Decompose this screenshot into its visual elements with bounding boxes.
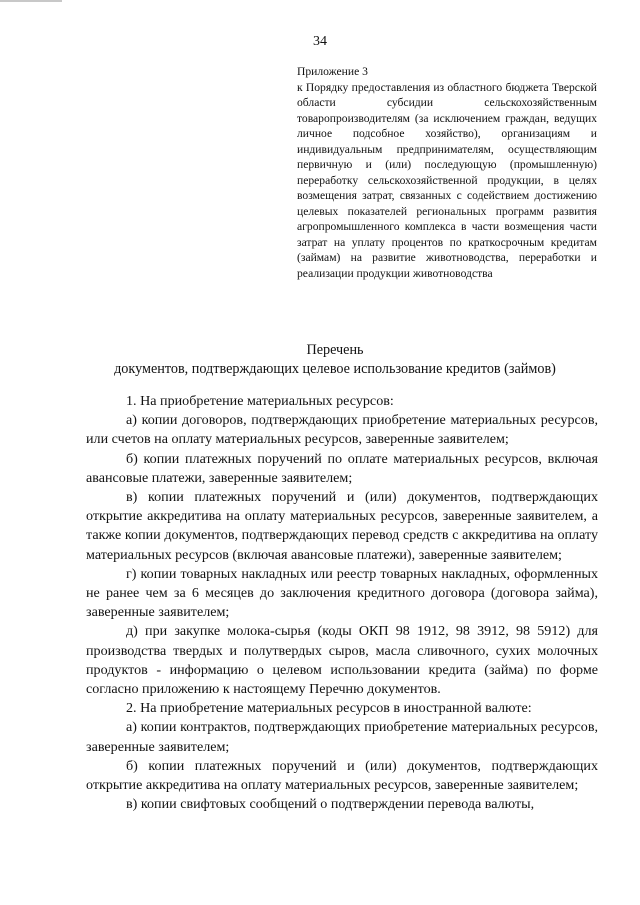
paragraph-1e: д) при закупке молока-сырья (коды ОКП 98 1912, 98 3912, 98 5912) для производства твердых и полутвердых сыров, масла сливочного, сухих молочных продуктов - информацию о целевом использовании кредита (займа) по форме согласно приложению к настоящему Перечню документов. [86,623,598,698]
document-title-line-1: Перечень [306,342,364,358]
appendix-title: Приложение 3 [297,65,368,78]
document-body [86,392,598,814]
paragraph-1d: г) копии товарных накладных или реестр товарных накладных, оформленных не ранее чем за 6 месяцев до заключения кредитного договора (договора займа), заверенные заявителем; [86,565,598,621]
appendix-text: к Порядку предоставления из областного бюджета Тверской области субсидии сельскохозяйственным товаропроизводителям (за исключением граждан, ведущих личное подсобное хозяйство), организациям и индивидуальным предпринимателям, осуществляющим первичную и (или) последующую (промышленную) переработку сельскохозяйственной продукции, в целях возмещения затрат, связанных с содействием достижению целевых показателей региональных программ развития агропромышленного комплекса в части возмещения части затрат на уплату процентов по краткосрочным кредитам (займам) на развитие животноводства, переработки и реализации продукции животноводства [297,80,597,280]
document-title-line-2: документов, подтверждающих целевое использование кредитов (займов) [114,361,556,377]
paragraph-2b: б) копии платежных поручений и (или) документов, подтверждающих открытие аккредитива на оплату материальных ресурсов, заверенные заявителем; [86,757,598,794]
section-1-heading: 1. На приобретение материальных ресурсов: [126,393,394,409]
section-2-heading: 2. На приобретение материальных ресурсов в иностранной валюте: [126,700,532,717]
paragraph-1b: б) копии платежных поручений по оплате материальных ресурсов, включая авансовые платежи, заверенные заявителем; [86,450,598,486]
document-title [60,341,610,379]
paragraph-1a: а) копии договоров, подтверждающих приобретение материальных ресурсов, или счетов на оплату материальных ресурсов, заверенные заявителем; [86,412,598,448]
paragraph-2a: а) копии контрактов, подтверждающих приобретение материальных ресурсов, заверенные заявителем; [86,719,598,755]
scan-edge-mark [0,0,62,2]
appendix-block [297,64,597,281]
paragraph-1c: в) копии платежных поручений и (или) документов, подтверждающих открытие аккредитива на оплату материальных ресурсов, заверенные заявителем, а также копии документов, подтверждающих перевод средств с аккредитива на оплату материальных ресурсов (включая авансовые платежи), заверенные заявителем; [86,489,598,563]
paragraph-2c: в) копии свифтовых сообщений о подтверждении перевода валюты, [126,796,535,813]
page-number: 34 [313,34,327,49]
